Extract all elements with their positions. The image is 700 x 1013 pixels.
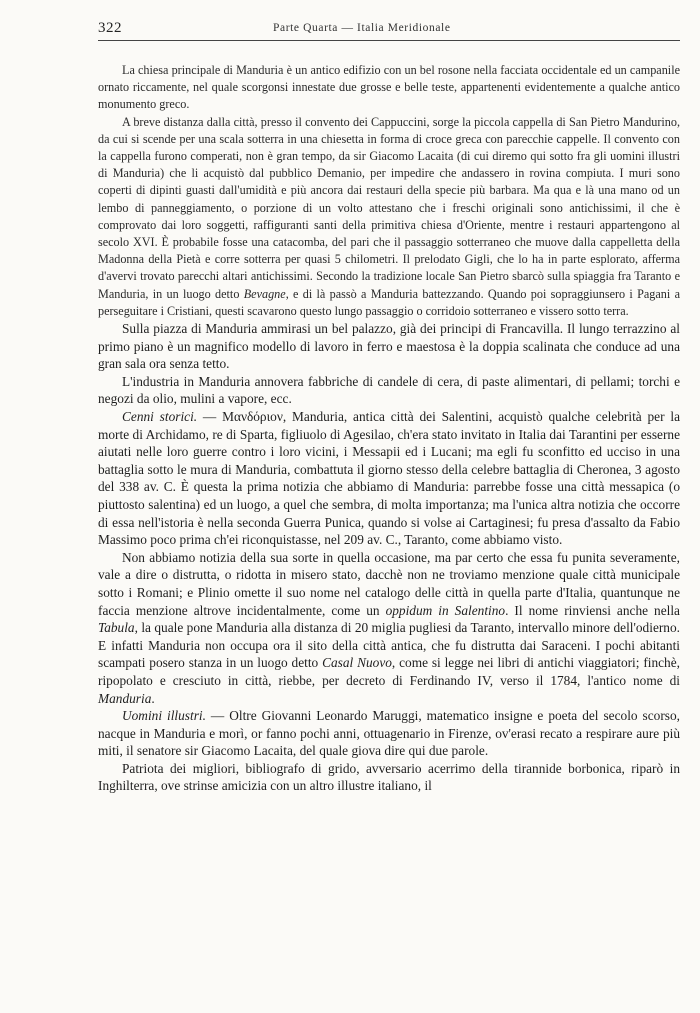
body-text [98, 62, 680, 795]
paragraph-palazzo: Sulla piazza di Manduria ammirasi un bel palazzo, già dei principi di Francavilla. Il lungo terrazzino al primo piano è un magnifico modello di lavoro in ferro e maestosa è la doppia scalinata che conduce ad una gran sala ora senza tetto. [98, 321, 680, 372]
section-lead: Uomini illustri. [122, 708, 206, 724]
running-head: Parte Quarta — Italia Meridionale [273, 22, 451, 34]
paragraph-cenni-storici: Cenni storici. — Μανδόριον, Manduria, antica città dei Salentini, acquistò qualche celebrità per la morte di Archidamo, re di Sparta, figliuolo di Agesilao, ch'era stato invitato in Italia dai Tarantini per esserne aiutati nelle loro guerre contro i loro vicini, i Messapii ed i Lucani; ma egli fu sconfitto ed ucciso in una battaglia sotto le mura di Manduria, combattuta il giorno stesso della celebre battaglia di Cheronea, 3 agosto del 338 av. C. È questa la prima notizia che abbiamo di Manduria: parrebbe fosse una città messapica (o piuttosto salentina) ed un luogo, a quel che sembra, di molta importanza; ma l'unica altra notizia che occorre di essa nell'istoria è nella seconda Guerra Punica, quando si volse ai Cartaginesi; fu presa d'assalto da Fabio Massimo poco prima ch'ei riconquistasse, nel 209 av. C., Taranto, come abbiamo visto. [98, 409, 680, 548]
paragraph-sorte: Non abbiamo notizia della sua sorte in quella occasione, ma par certo che essa fu punita severamente, vale a dire o distrutta, o ridotta in misero stato, dacchè non ne troviamo menzione quale città municipale sotto i Romani; e Plinio omette il suo nome nel catalogo delle città in quella parte d'Italia, quantunque ne faccia menzione altrove incidentalmente, come un oppidum in Salentino. Il nome rinviensi anche nella Tabula, la quale pone Manduria alla distanza di 20 miglia pugliesi da Taranto, intervallo minore dell'odierno. E infatti Manduria non occupa ora il sito della città antica, che fu distrutta dai Saraceni. I pochi abitanti scampati posero stanza in un luogo detto Casal Nuovo, come si legge nei libri di antichi viaggiatori; finchè, ripopolato e cresciuto in città, riebbe, per decreto di Ferdinando IV, verso il 1784, l'antico nome di Manduria. [98, 549, 680, 706]
paragraph-san-pietro-mandurino: A breve distanza dalla città, presso il convento dei Cappuccini, sorge la piccola cappella di San Pietro Mandurino, da cui si scende per una scala sotterra in una chiesetta in forma di croce greca con parecchie cappelle. Il convento con la cappella furono comperati, non è gran tempo, da sir Giacomo Lacaita (di cui diremo qui sotto fra gli uomini illustri di Manduria) che li acquistò dal pubblico Demanio, per impedire che andassero in rovina compiuta. I muri sono coperti di dipinti guasti dall'umidità e più ancora dai restauri della specie più barbara. Ma qua e là una mano od un lembo di panneggiamento, o porzione di un volto attestano che i freschi originali sono antichissimi, il che è comprovato dai loro soggetti, raffiguranti santi della primitiva chiesa d'Oriente, mentre i restauri appartengono al secolo XVI. È probabile fosse una catacomba, del pari che il passaggio sotterraneo che muove dalla cappelletta della Madonna della Pietà e corre sotterra per quasi 5 chilometri. Il prelodato Gigli, che lo ha in parte esplorato, afferma d'avervi trovato parecchi altari antichissimi. Secondo la tradizione locale San Pietro sbarcò sulla spiaggia fra Taranto e Manduria, in un luogo detto Bevagne, e di là passò a Manduria battezzando. Quando poi sopraggiunsero i Pagani a perseguitare i Cristiani, questi scavarono questo lungo passaggio o corridoio sotterraneo e vissero sotto terra. [98, 114, 680, 318]
header-rule [98, 40, 680, 41]
paragraph-patriota: Patriota dei migliori, bibliografo di grido, avversario acerrimo della tirannide borbonica, riparò in Inghilterra, ove strinse amicizia con un altro illustre italiano, il [98, 760, 680, 794]
page-number: 322 [98, 20, 122, 36]
paragraph-church: La chiesa principale di Manduria è un antico edifizio con un bel rosone nella facciata occidentale ed un campanile ornato riccamente, nel quale scorgonsi innestate due grosse e belle teste, appartenenti evidentemente a qualche antico monumento greco. [98, 63, 680, 112]
paragraph-uomini-illustri: Uomini illustri. — Oltre Giovanni Leonardo Maruggi, matematico insigne e poeta del secolo scorso, nacque in Manduria e morì, or fanno pochi anni, ottuagenario in Firenze, ov'erasi recato a respirare aure più miti, il senatore sir Giacomo Lacaita, del quale giova dire qui due parole. [98, 708, 680, 759]
section-lead: Cenni storici. [122, 409, 198, 425]
paragraph-industria: L'industria in Manduria annovera fabbriche di candele di cera, di paste alimentari, di pellami; torchi e negozi da olio, mulini a vapore, ecc. [98, 373, 680, 407]
page-header [68, 20, 680, 42]
